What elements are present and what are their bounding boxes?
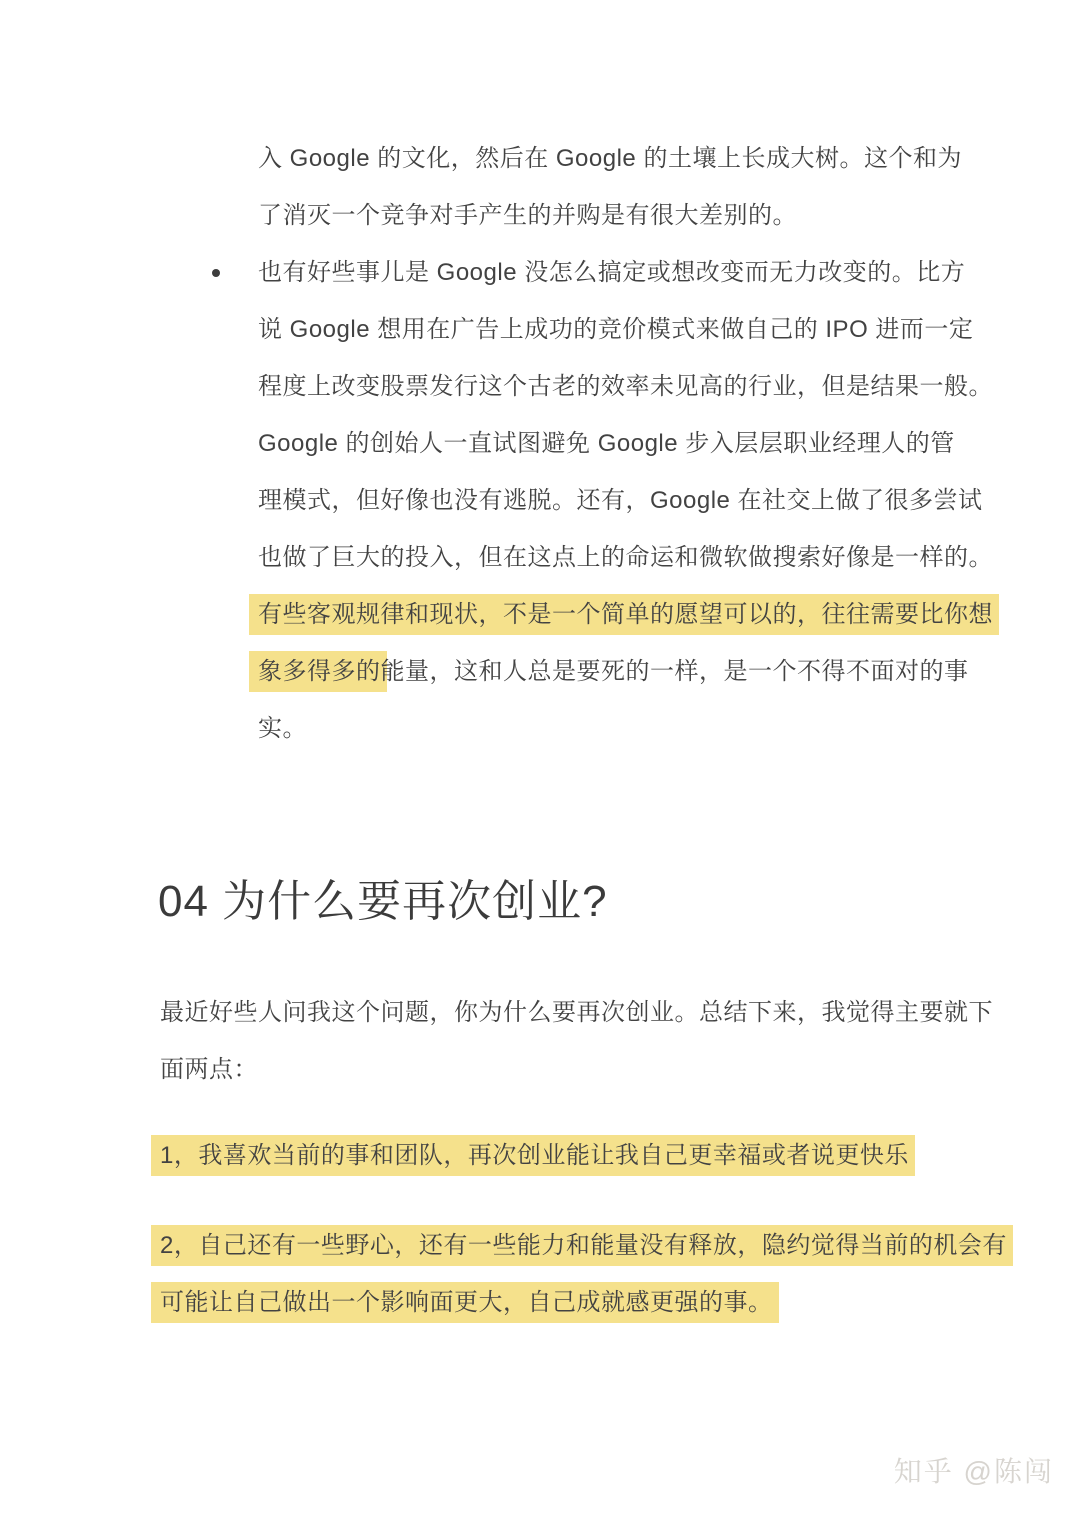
paragraph-text: 最近好些人问我这个问题，你为什么要再次创业。总结下来，我觉得主要就下 bbox=[160, 999, 993, 1026]
point-1 bbox=[160, 1127, 960, 1184]
bullet-text: 也做了巨大的投入，但在这点上的命运和微软做搜索好像是一样的。 bbox=[258, 544, 993, 571]
paragraph-line bbox=[258, 187, 938, 244]
article-body bbox=[258, 130, 993, 757]
intro-paragraph bbox=[160, 984, 993, 1098]
highlighted-text: 2，自己还有一些野心，还有一些能力和能量没有释放，隐约觉得当前的机会有 bbox=[151, 1225, 1013, 1266]
highlighted-text: 象多得多的 bbox=[249, 651, 387, 692]
bullet-text: 实。 bbox=[258, 715, 307, 742]
highlighted-text: 可能让自己做出一个影响面更大，自己成就感更强的事。 bbox=[151, 1282, 779, 1323]
bullet-text: 能量，这和人总是要死的一样，是一个不得不面对的事 bbox=[380, 658, 969, 685]
paragraph-text: 了消灭一个竞争对手产生的并购是有很大差别的。 bbox=[258, 202, 797, 229]
paragraph-line bbox=[160, 1041, 960, 1098]
section-heading: 04 为什么要再次创业? bbox=[158, 877, 608, 926]
zhihu-watermark: 知乎 @陈闯 bbox=[893, 1456, 1054, 1487]
bullet-item-line bbox=[258, 643, 969, 700]
bullet-item-line bbox=[258, 586, 993, 643]
highlighted-line bbox=[160, 1127, 960, 1184]
paragraph-text: 面两点： bbox=[160, 1056, 258, 1083]
bullet-item-line bbox=[258, 700, 938, 757]
paragraph-text: 入 Google 的文化，然后在 Google 的土壤上长成大树。这个和为 bbox=[258, 145, 962, 172]
highlighted-text: 1，我喜欢当前的事和团队，再次创业能让我自己更幸福或者说更快乐 bbox=[151, 1135, 915, 1176]
paragraph-line bbox=[160, 984, 993, 1041]
highlighted-text: 有些客观规律和现状，不是一个简单的愿望可以的，往往需要比你想 bbox=[249, 594, 999, 635]
bullet-text: 说 Google 想用在广告上成功的竞价模式来做自己的 IPO 进而一定 bbox=[258, 316, 974, 343]
bullet-text: Google 的创始人一直试图避免 Google 步入层层职业经理人的管 bbox=[258, 430, 955, 457]
highlighted-line bbox=[160, 1274, 960, 1331]
bullet-item-line bbox=[258, 415, 955, 472]
bullet-icon bbox=[212, 269, 220, 277]
highlighted-line bbox=[160, 1217, 1007, 1274]
bullet-item-line bbox=[258, 358, 993, 415]
bullet-text: 程度上改变股票发行这个古老的效率未见高的行业，但是结果一般。 bbox=[258, 373, 993, 400]
bullet-text: 也有好些事儿是 Google 没怎么搞定或想改变而无力改变的。比方 bbox=[258, 259, 966, 286]
bullet-item-line bbox=[258, 301, 974, 358]
bullet-item-line bbox=[258, 472, 983, 529]
point-2 bbox=[160, 1217, 1007, 1331]
bullet-item-line bbox=[258, 244, 966, 301]
bullet-text: 理模式，但好像也没有逃脱。还有，Google 在社交上做了很多尝试 bbox=[258, 487, 983, 514]
bullet-item-line bbox=[258, 529, 993, 586]
paragraph-line bbox=[258, 130, 962, 187]
